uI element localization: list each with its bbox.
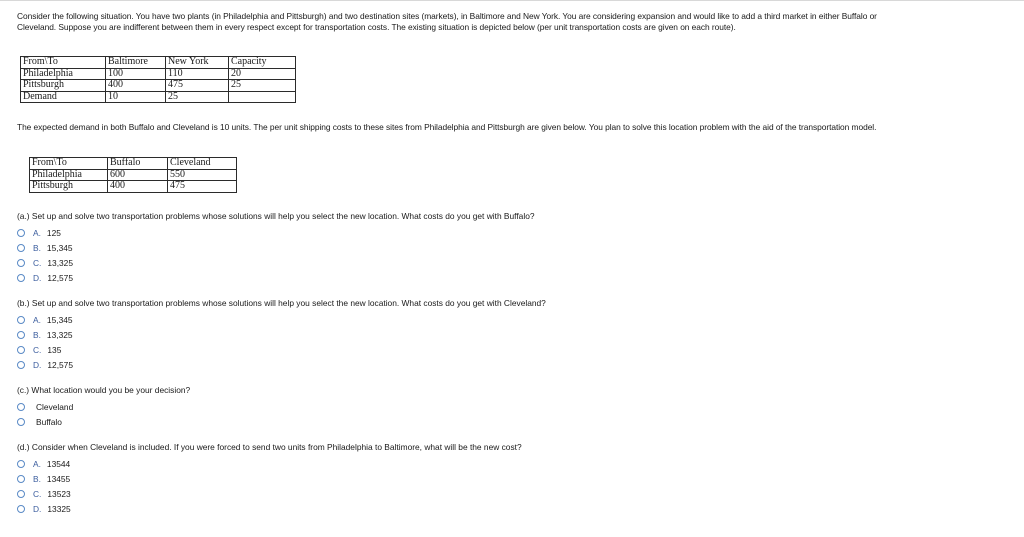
option-letter: D.	[33, 273, 42, 283]
table-row	[21, 91, 296, 103]
table-header-cell: Capacity	[229, 57, 296, 69]
table-cell: Philadelphia	[21, 68, 106, 80]
answer-option[interactable]	[17, 273, 73, 283]
table-header-cell: Cleveland	[168, 158, 237, 170]
option-letter: B.	[33, 243, 41, 253]
answer-option[interactable]	[17, 243, 73, 253]
radio-button[interactable]	[17, 361, 25, 369]
radio-button[interactable]	[17, 244, 25, 252]
option-value: 15,345	[46, 315, 73, 325]
option-letter: B.	[33, 330, 41, 340]
table-cell: 600	[108, 169, 168, 181]
radio-button[interactable]	[17, 418, 25, 426]
radio-button[interactable]	[17, 331, 25, 339]
radio-button[interactable]	[17, 229, 25, 237]
radio-button[interactable]	[17, 460, 25, 468]
answer-option[interactable]	[17, 474, 70, 484]
answer-option[interactable]	[17, 459, 70, 469]
question-d: (d.) Consider when Cleveland is included. If you were forced to send two units from Philadelphia to Baltimore, what will be the new cost?	[17, 442, 522, 452]
option-value: Buffalo	[36, 417, 62, 427]
option-value: 13523	[47, 489, 71, 499]
table-cell: Demand	[21, 91, 106, 103]
table-cell	[229, 91, 296, 103]
table-row	[21, 80, 296, 92]
option-letter: A.	[33, 228, 41, 238]
table-cell: 100	[106, 68, 166, 80]
radio-button[interactable]	[17, 505, 25, 513]
answer-option[interactable]	[17, 345, 61, 355]
table-header-cell: Buffalo	[108, 158, 168, 170]
table-cell: 475	[168, 181, 237, 193]
table-cell: Philadelphia	[30, 169, 108, 181]
radio-button[interactable]	[17, 475, 25, 483]
table-cell: 400	[108, 181, 168, 193]
radio-button[interactable]	[17, 259, 25, 267]
table-row	[30, 169, 237, 181]
radio-button[interactable]	[17, 274, 25, 282]
radio-button[interactable]	[17, 490, 25, 498]
middle-paragraph: The expected demand in both Buffalo and Cleveland is 10 units. The per unit shipping costs to these sites from Philadelphia and Pittsburgh are given below. You plan to solve this location problem with the aid of the transportation model.	[17, 122, 877, 132]
option-value: 135	[47, 345, 62, 355]
option-letter: C.	[33, 489, 42, 499]
option-letter: B.	[33, 474, 41, 484]
option-value: Cleveland	[36, 402, 74, 412]
question-a: (a.) Set up and solve two transportation problems whose solutions will help you select the new location. What costs do you get with Buffalo?	[17, 211, 535, 221]
table-cell: 10	[106, 91, 166, 103]
answer-option[interactable]	[17, 315, 73, 325]
answer-option[interactable]	[17, 417, 62, 427]
option-letter: C.	[33, 258, 42, 268]
table-cell: Pittsburgh	[21, 80, 106, 92]
table-cell: 550	[168, 169, 237, 181]
option-value: 15,345	[46, 243, 73, 253]
table-cell: 20	[229, 68, 296, 80]
answer-option[interactable]	[17, 489, 71, 499]
answer-option[interactable]	[17, 504, 71, 514]
existing-costs-table	[20, 56, 296, 103]
table-row	[30, 181, 237, 193]
table-cell: 110	[166, 68, 229, 80]
table-cell: 25	[166, 91, 229, 103]
option-value: 13325	[47, 504, 71, 514]
table-header-cell: From\To	[30, 158, 108, 170]
option-value: 13,325	[46, 330, 73, 340]
table-cell: 475	[166, 80, 229, 92]
radio-button[interactable]	[17, 316, 25, 324]
answer-option[interactable]	[17, 360, 73, 370]
option-letter: A.	[33, 459, 41, 469]
radio-button[interactable]	[17, 403, 25, 411]
option-letter: D.	[33, 360, 42, 370]
answer-option[interactable]	[17, 402, 73, 412]
option-letter: A.	[33, 315, 41, 325]
option-value: 12,575	[47, 273, 73, 283]
option-value: 12,575	[47, 360, 73, 370]
table-header-cell: New York	[166, 57, 229, 69]
table-cell: Pittsburgh	[30, 181, 108, 193]
table-header-row	[30, 158, 237, 170]
answer-option[interactable]	[17, 330, 73, 340]
option-value: 13,325	[47, 258, 73, 268]
new-sites-costs-table	[29, 157, 237, 193]
question-c: (c.) What location would you be your decision?	[17, 385, 191, 395]
radio-button[interactable]	[17, 346, 25, 354]
table-header-cell: Baltimore	[106, 57, 166, 69]
answer-option[interactable]	[17, 228, 61, 238]
top-divider	[0, 0, 1024, 1]
option-value: 125	[46, 228, 61, 238]
intro-paragraph: Consider the following situation. You have two plants (in Philadelphia and Pittsburgh) and two destination sites (markets), in Baltimore and New York. You are considering expansion and would like to add a third market in either Buffalo or Cleveland. Suppose you are indifferent between them in every respect except for transportation costs. The existing situation is depicted below (per unit transportation costs are given on each route).	[17, 11, 877, 32]
table-cell: 25	[229, 80, 296, 92]
answer-option[interactable]	[17, 258, 73, 268]
table-header-row	[21, 57, 296, 69]
question-b: (b.) Set up and solve two transportation problems whose solutions will help you select the new location. What costs do you get with Cleveland?	[17, 298, 546, 308]
table-row	[21, 68, 296, 80]
table-cell: 400	[106, 80, 166, 92]
option-letter: D.	[33, 504, 42, 514]
option-letter: C.	[33, 345, 42, 355]
option-value: 13544	[46, 459, 71, 469]
table-header-cell: From\To	[21, 57, 106, 69]
option-value: 13455	[46, 474, 71, 484]
